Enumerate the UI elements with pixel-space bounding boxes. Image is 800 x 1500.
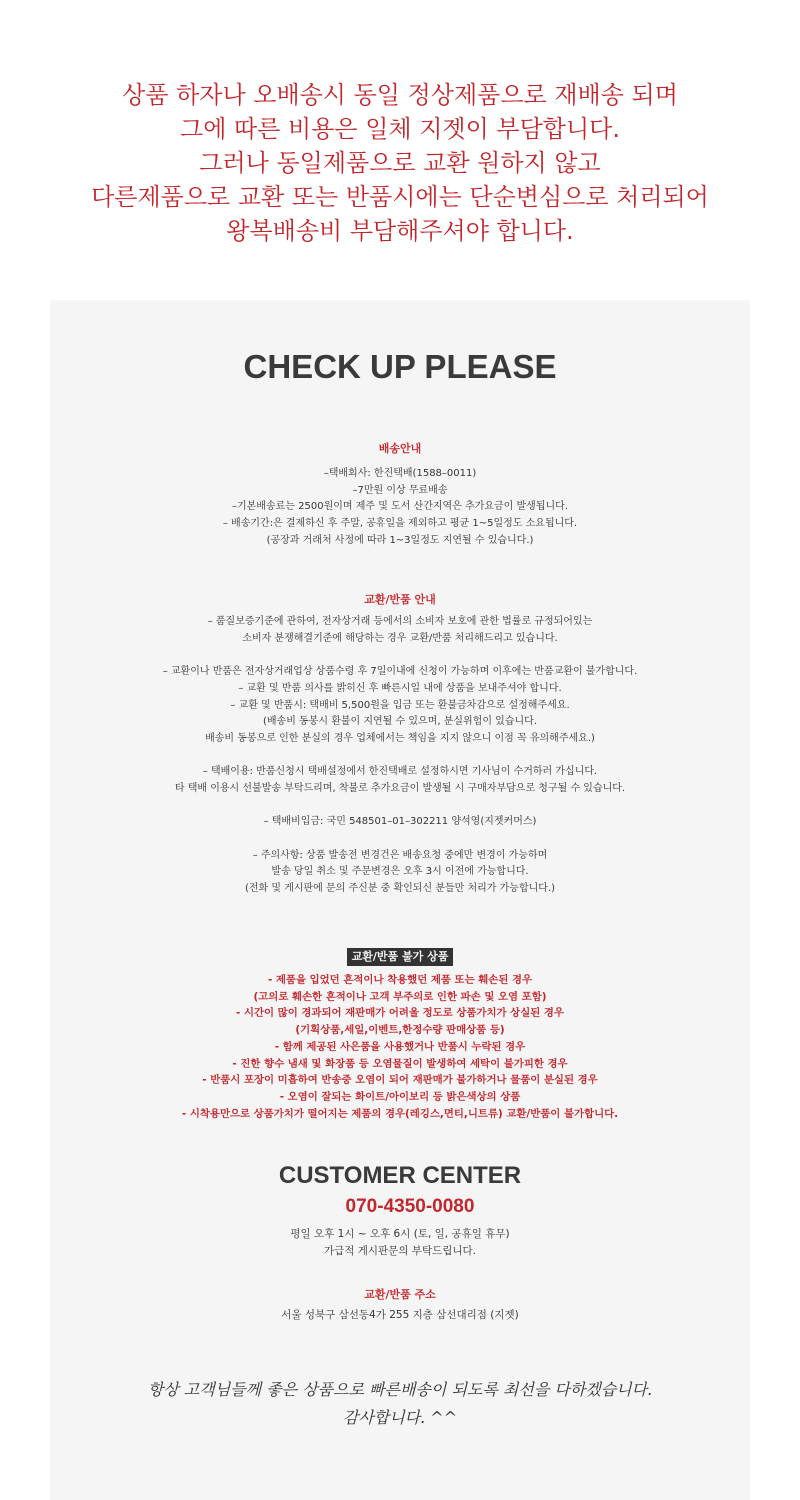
thanks-line: 항상 고객님들께 좋은 상품으로 빠른배송이 되도록 최선을 다하겠습니다. <box>147 1380 653 1399</box>
notice-line: 상품 하자나 오배송시 동일 정상제품으로 재배송 되며 <box>122 81 678 109</box>
no-exchange-badge: 교환/반품 불가 상품 <box>347 948 454 966</box>
exchange-line: (배송비 동봉시 환불이 지연될 수 있으며, 분실위험이 있습니다. <box>262 716 537 728</box>
shipping-line: –택배회사: 한진택배(1588–0011) <box>323 468 477 479</box>
no-exchange-item: - 오염이 잘되는 화이트/아이보리 등 밝은색상의 상품 <box>279 1090 521 1103</box>
exchange-line: – 교환 및 반품시: 택배비 5,500원을 입금 또는 환불금차감으로 설정해주세요. <box>230 699 570 711</box>
hours-text: 평일 오후 1시 ~ 오후 6시 (토, 일, 공휴일 휴무) <box>290 1228 510 1240</box>
exchange-line: 타 택배 이용시 선불발송 부탁드리며, 착불로 추가요금이 발생될 시 구매자부담으로 청구될 수 있습니다. <box>174 783 626 794</box>
exchange-line <box>0 798 800 815</box>
exchange-line: – 주의사항: 상품 발송전 변경건은 배송요청 중에만 변경이 가능하며 <box>252 849 548 861</box>
no-exchange-item: - 반품시 포장이 미흡하여 반송중 오염이 되어 재판매가 불가하거나 물품이 분실된 경우 <box>202 1074 598 1087</box>
exchange-line: – 교환이나 반품은 전자상거래업상 상품수령 후 7일이내에 신청이 가능하며 이후에는 반품교환이 불가합니다. <box>162 666 638 678</box>
shipping-line: –기본배송료는 2500원이며 제주 및 도서 산간지역은 추가요금이 발생됩니다. <box>231 501 569 513</box>
exchange-heading: 교환/반품 안내 <box>364 593 436 606</box>
exchange-line: 소비자 분쟁해결기준에 해당하는 경우 교환/반품 처리해드리고 있습니다. <box>242 632 558 644</box>
shipping-line: – 배송기간:은 결제하신 후 주말, 공휴일을 제외하고 평균 1~5일정도 소요됩니다. <box>222 518 578 530</box>
exchange-line <box>0 831 800 848</box>
customer-center-hours <box>0 1226 800 1260</box>
return-address: 서울 성북구 삼선동4가 255 지층 삼선대리점 (지젯) <box>281 1309 519 1321</box>
no-exchange-item: - 함께 제공된 사은품을 사용했거나 반품시 누락된 경우 <box>274 1040 526 1053</box>
shipping-info <box>0 466 800 550</box>
exchange-line: – 교환 및 반품 의사를 밝히신 후 빠른시일 내에 상품을 보내주셔야 합니다. <box>238 682 562 694</box>
no-exchange-heading <box>0 945 800 966</box>
notice-line: 다른제품으로 교환 또는 반품시에는 단순변심으로 처리되어 <box>91 183 709 211</box>
thanks-line: 감사합니다. ^^ <box>342 1408 458 1427</box>
no-exchange-item: - 시간이 많이 경과되어 재판매가 어려울 정도로 상품가치가 상실된 경우 <box>236 1007 564 1020</box>
no-exchange-item: (기획상품,세일,이벤트,한정수량 판매상품 등) <box>295 1024 505 1037</box>
exchange-line <box>0 748 800 765</box>
notice-line: 그러나 동일제품으로 교환 원하지 않고 <box>199 149 601 177</box>
notice-message <box>0 78 800 248</box>
no-exchange-list <box>0 972 800 1122</box>
exchange-line: – 택배이용: 반품신청시 택배설정에서 한진택배로 설정하시면 기사님이 수거하러 가십니다. <box>202 766 598 778</box>
shipping-line: –7만원 이상 무료배송 <box>352 484 448 496</box>
notice-line: 그에 따른 비용은 일체 지젯이 부담합니다. <box>180 115 620 143</box>
no-exchange-item: - 진한 향수 냄새 및 화장품 등 오염물질이 발생하여 세탁이 불가피한 경우 <box>232 1057 568 1070</box>
shipping-heading: 배송안내 <box>378 442 422 455</box>
exchange-info <box>0 614 800 898</box>
thank-you-message <box>0 1376 800 1432</box>
customer-center-title: CUSTOMER CENTER <box>278 1162 522 1189</box>
no-exchange-item: - 제품을 입었던 흔적이나 착용했던 제품 또는 훼손된 경우 <box>267 974 533 986</box>
customer-center-phone: 070-4350-0080 <box>345 1196 475 1217</box>
notice-line: 왕복배송비 부담해주셔야 합니다. <box>226 217 574 245</box>
exchange-line: – 품질보증기준에 관하여, 전자상거래 등에서의 소비자 보호에 관한 법률로 규정되어있는 <box>207 616 593 627</box>
exchange-line: – 택배비입금: 국민 548501–01–302211 양석영(지젯커머스) <box>263 816 537 828</box>
board-note: 가급적 게시판문의 부탁드립니다. <box>323 1245 476 1257</box>
return-address-heading: 교환/반품 주소 <box>364 1288 436 1301</box>
no-exchange-item: (고의로 훼손한 흔적이나 고객 부주의로 인한 파손 및 오염 포함) <box>253 990 547 1003</box>
no-exchange-item: - 시착용만으로 상품가치가 떨어지는 제품의 경우(레깅스,면티,니트류) 교환/반품이 불가합니다. <box>181 1107 619 1120</box>
exchange-line: 배송비 동봉으로 인한 분실의 경우 업체에서는 책임을 지지 않으니 이점 꼭 유의해주세요.) <box>205 732 595 744</box>
shipping-line: (공장과 거래처 사정에 따라 1~3일정도 지연될 수 있습니다.) <box>266 534 534 546</box>
page-title: CHECK UP PLEASE <box>243 348 557 385</box>
exchange-line: (전화 및 게시판에 문의 주신분 중 확인되신 분들만 처리가 가능합니다.) <box>244 883 556 895</box>
exchange-line <box>0 647 800 664</box>
exchange-line: 발송 당일 취소 및 주문변경은 오후 3시 이전에 가능합니다. <box>271 866 529 878</box>
